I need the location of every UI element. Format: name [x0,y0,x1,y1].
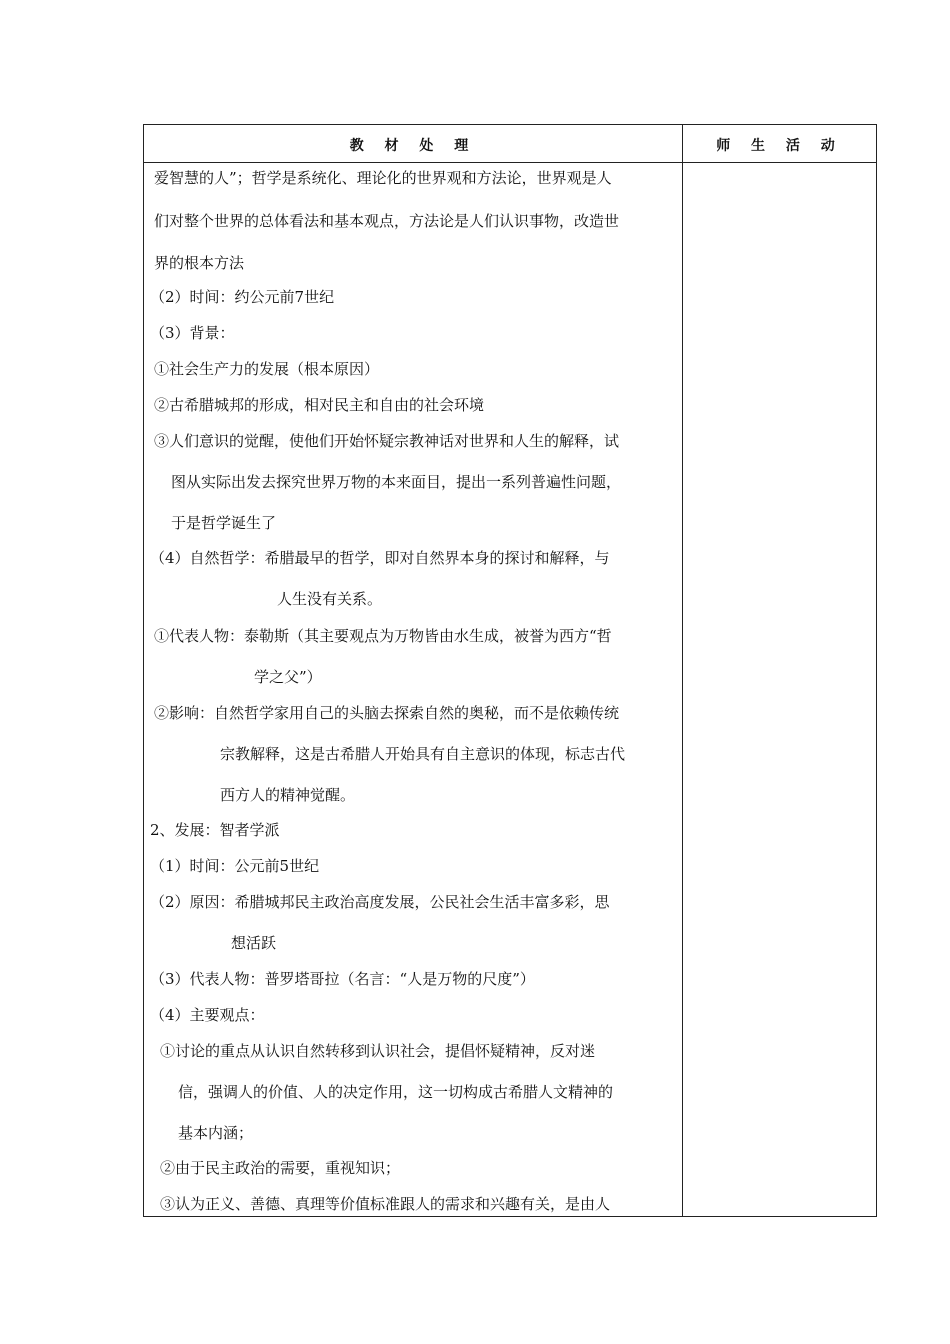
text-line: ③人们意识的觉醒，使他们开始怀疑宗教神话对世界和人生的解释，试 [154,432,620,450]
text-line: ②影响：自然哲学家用自己的头脑去探索自然的奥秘，而不是依赖传统 [154,704,620,722]
text-line: ①讨论的重点从认识自然转移到认识社会，提倡怀疑精神，反对迷 [160,1042,596,1060]
text-line: 想活跃 [231,934,277,952]
activity-cell [683,163,877,1217]
text-line: （3）背景： [150,324,235,342]
text-line: ②由于民主政治的需要，重视知识； [160,1159,401,1177]
text-line: 界的根本方法 [154,254,245,272]
text-line: 人生没有关系。 [277,590,383,608]
table-header-row [144,125,877,163]
text-line: 们对整个世界的总体看法和基本观点，方法论是人们认识事物，改造世 [154,212,620,230]
table-body-row [144,163,877,1217]
text-line: （2）原因：希腊城邦民主政治高度发展，公民社会生活丰富多彩，思 [150,893,610,911]
lesson-table [143,124,877,1217]
text-line: 学之父”） [254,668,322,686]
header-textbook-processing: 教 材 处 理 [144,125,683,163]
text-line: 信，强调人的价值、人的决定作用，这一切构成古希腊人文精神的 [178,1083,614,1101]
text-line: 爱智慧的人”；哲学是系统化、理论化的世界观和方法论，世界观是人 [154,169,612,187]
text-line: 图从实际出发去探究世界万物的本来面目，提出一系列普遍性问题， [171,473,622,491]
text-line: ②古希腊城邦的形成，相对民主和自由的社会环境 [154,396,485,414]
text-line: （4）自然哲学：希腊最早的哲学，即对自然界本身的探讨和解释，与 [150,549,610,567]
text-line: （1）时间：公元前5世纪 [150,857,320,875]
text-line: ③认为正义、善德、真理等价值标准跟人的需求和兴趣有关，是由人 [160,1195,611,1213]
header-teacher-student-activity: 师 生 活 动 [683,125,877,163]
text-line: 于是哲学诞生了 [171,514,277,532]
text-line: 基本内涵； [178,1124,254,1142]
text-line: ①社会生产力的发展（根本原因） [154,360,380,378]
text-line: 西方人的精神觉醒。 [220,786,356,804]
text-line: 宗教解释，这是古希腊人开始具有自主意识的体现，标志古代 [220,745,626,763]
text-line: 2、发展：智者学派 [150,821,280,839]
text-line: （3）代表人物：普罗塔哥拉（名言：“人是万物的尺度”） [150,970,535,988]
textbook-content-cell [144,163,683,1217]
text-line: （2）时间：约公元前7世纪 [150,288,335,306]
text-line: （4）主要观点： [150,1006,265,1024]
text-line: ①代表人物：泰勒斯（其主要观点为万物皆由水生成，被誉为西方“哲 [154,627,612,645]
